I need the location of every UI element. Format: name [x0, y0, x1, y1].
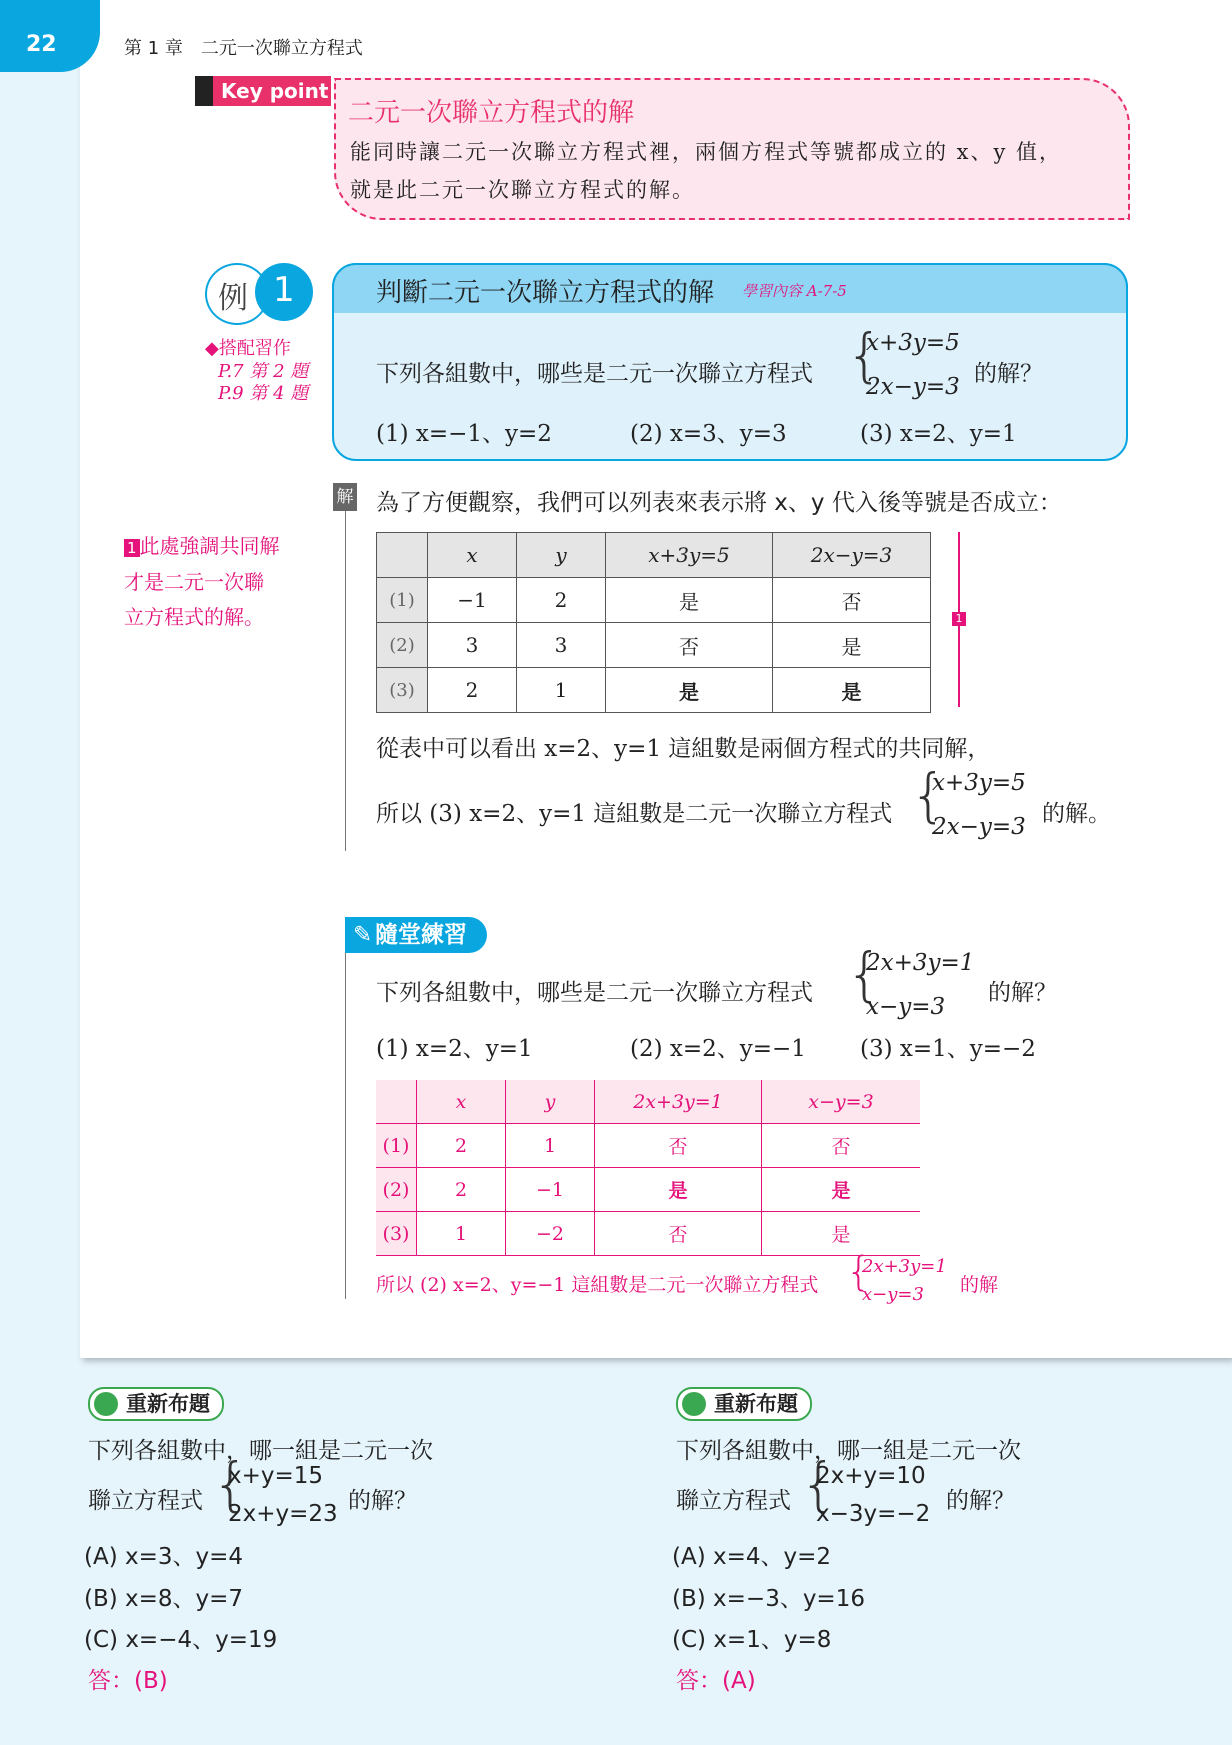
example-option-1: (1) x=−1、y=2	[376, 421, 552, 447]
workbook-ref-title: ◆搭配習作	[205, 338, 291, 359]
table-row	[376, 1168, 920, 1212]
practice-option-1: (1) x=2、y=1	[376, 1036, 533, 1062]
example-subtitle: 學習內容 A-7-5	[742, 282, 847, 300]
practice-answer-eq1: 2x+3y=1	[862, 1256, 947, 1277]
rebuild-right-line2-end: 的解？	[946, 1488, 1015, 1514]
table-cell: 否	[595, 1212, 762, 1256]
note-line3: 立方程式的解。	[124, 605, 264, 629]
table-header-cell: y	[517, 533, 606, 578]
table-cell: (1)	[376, 1124, 417, 1168]
rebuild-left-line1: 下列各組數中，哪一組是二元一次	[88, 1438, 433, 1464]
table-row	[377, 668, 931, 713]
green-dot-icon	[94, 1392, 118, 1416]
table-header-row	[377, 533, 931, 578]
rebuild-right-eq2: x−3y=−2	[816, 1501, 931, 1527]
solution-table	[376, 532, 931, 713]
practice-option-3: (3) x=1、y=−2	[860, 1036, 1036, 1062]
table-cell: 是	[773, 668, 931, 713]
table-cell: 3	[428, 623, 517, 668]
solution-conclusion-2: 所以 (3) x=2、y=1 這組數是二元一次聯立方程式	[376, 801, 893, 827]
rebuild-right-answer: 答：(A)	[676, 1668, 756, 1694]
rebuild-left-line2-end: 的解？	[348, 1488, 417, 1514]
table-cell: 是	[606, 668, 773, 713]
rebuild-left-line2: 聯立方程式	[88, 1488, 203, 1514]
key-point-tag: Key point	[195, 76, 331, 106]
note-line1: 1 此處強調共同解	[124, 530, 280, 559]
table-cell: −2	[506, 1212, 595, 1256]
table-cell: (1)	[377, 578, 428, 623]
table-cell: 是	[773, 623, 931, 668]
example-number: 1	[273, 270, 295, 310]
table-row	[376, 1212, 920, 1256]
practice-option-2: (2) x=2、y=−1	[630, 1036, 806, 1062]
rebuild-left-answer: 答：(B)	[88, 1668, 168, 1694]
solution-conclusion-1: 從表中可以看出 x=2、y=1 這組數是兩個方程式的共同解，	[376, 736, 991, 762]
table-cell: (2)	[377, 623, 428, 668]
table-cell: −1	[428, 578, 517, 623]
table-header-cell: x−y=3	[762, 1080, 921, 1124]
table-cell: 是	[606, 578, 773, 623]
table-cell: (3)	[376, 1212, 417, 1256]
practice-answer-brace: {	[846, 1249, 872, 1295]
table-cell: 是	[762, 1168, 921, 1212]
table-row	[376, 1124, 920, 1168]
table-row	[377, 578, 931, 623]
practice-eq1: 2x+3y=1	[866, 950, 975, 976]
note-line2: 才是二元一次聯	[124, 570, 264, 594]
example-option-3: (3) x=2、y=1	[860, 421, 1017, 447]
rebuild-left-brace: {	[212, 1450, 249, 1518]
rebuild-right-eq1: 2x+y=10	[816, 1463, 926, 1489]
example-brace: {	[846, 321, 883, 389]
rebuild-right-line2: 聯立方程式	[676, 1488, 791, 1514]
table-cell: 2	[417, 1168, 506, 1212]
table-header-cell	[376, 1080, 417, 1124]
rebuild-tag-right: 重新布題	[676, 1387, 812, 1421]
rebuild-left-option-a: (A) x=3、y=4	[84, 1544, 244, 1570]
key-point-line1: 能同時讓二元一次聯立方程式裡，兩個方程式等號都成立的 x、y 值，	[350, 140, 1063, 164]
table-cell: −1	[506, 1168, 595, 1212]
table-cell: (3)	[377, 668, 428, 713]
solution-vertical-line	[345, 511, 346, 851]
workbook-ref-1: P.7 第 2 題	[218, 361, 309, 382]
pencil-icon: ✎	[353, 922, 373, 948]
rebuild-tag-left: 重新布題	[88, 1387, 224, 1421]
table-cell: 否	[773, 578, 931, 623]
practice-eq2: x−y=3	[866, 994, 946, 1020]
table-header-cell: x+3y=5	[606, 533, 773, 578]
table-cell: 否	[595, 1124, 762, 1168]
table-cell: 是	[762, 1212, 921, 1256]
table-header-cell	[377, 533, 428, 578]
example-eq2: 2x−y=3	[866, 374, 960, 400]
conclusion-eq2: 2x−y=3	[932, 814, 1026, 840]
practice-vertical-line	[345, 953, 346, 1299]
table-row	[377, 623, 931, 668]
table-cell: 2	[517, 578, 606, 623]
table-cell: 1	[417, 1212, 506, 1256]
table-cell: 3	[517, 623, 606, 668]
green-dot-icon	[682, 1392, 706, 1416]
page-number: 22	[26, 32, 57, 57]
example-label-li: 例	[218, 281, 248, 316]
practice-question-end: 的解？	[988, 980, 1057, 1006]
rebuild-left-eq2: 2x+y=23	[228, 1501, 338, 1527]
rebuild-left-eq1: x+y=15	[228, 1463, 324, 1489]
table-header-cell: x	[428, 533, 517, 578]
table-cell: 否	[762, 1124, 921, 1168]
table-cell: 2	[428, 668, 517, 713]
rebuild-right-option-b: (B) x=−3、y=16	[672, 1586, 865, 1612]
table-header-cell: x	[417, 1080, 506, 1124]
practice-table	[376, 1080, 920, 1256]
workbook-ref-2: P.9 第 4 題	[218, 383, 309, 404]
conclusion-brace: {	[910, 761, 947, 829]
table-cell: 2	[417, 1124, 506, 1168]
rebuild-left-option-c: (C) x=−4、y=19	[84, 1627, 278, 1653]
key-point-title: 二元一次聯立方程式的解	[348, 98, 635, 128]
note-marker: 1	[952, 612, 966, 626]
practice-answer-eq2: x−y=3	[862, 1284, 924, 1305]
key-point-line2: 就是此二元一次聯立方程式的解。	[350, 178, 695, 202]
example-title: 判斷二元一次聯立方程式的解	[376, 278, 715, 308]
solution-intro: 為了方便觀察，我們可以列表來表示將 x、y 代入後等號是否成立：	[376, 490, 1062, 516]
practice-answer: 所以 (2) x=2、y=−1 這組數是二元一次聯立方程式	[376, 1274, 819, 1296]
solution-tag: 解	[333, 483, 357, 511]
rebuild-right-brace: {	[800, 1450, 837, 1518]
conclusion-end: 的解。	[1042, 801, 1111, 827]
practice-question: 下列各組數中，哪些是二元一次聯立方程式	[376, 980, 813, 1006]
chapter-header: 第 1 章 二元一次聯立方程式	[124, 38, 363, 59]
rebuild-right-option-a: (A) x=4、y=2	[672, 1544, 832, 1570]
table-header-row	[376, 1080, 920, 1124]
table-header-cell: 2x−y=3	[773, 533, 931, 578]
example-question: 下列各組數中，哪些是二元一次聯立方程式	[376, 361, 813, 387]
practice-tag: ✎ 隨堂練習	[345, 917, 487, 953]
rebuild-left-option-b: (B) x=8、y=7	[84, 1586, 244, 1612]
table-header-cell: y	[506, 1080, 595, 1124]
table-cell: 是	[595, 1168, 762, 1212]
practice-answer-end: 的解	[960, 1274, 999, 1296]
table-cell: 1	[506, 1124, 595, 1168]
rebuild-right-line1: 下列各組數中，哪一組是二元一次	[676, 1438, 1021, 1464]
table-cell: (2)	[376, 1168, 417, 1212]
rebuild-right-option-c: (C) x=1、y=8	[672, 1627, 832, 1653]
example-option-2: (2) x=3、y=3	[630, 421, 787, 447]
conclusion-eq1: x+3y=5	[932, 770, 1026, 796]
practice-brace: {	[846, 940, 883, 1008]
example-eq1: x+3y=5	[866, 330, 960, 356]
example-question-end: 的解？	[974, 361, 1043, 387]
table-header-cell: 2x+3y=1	[595, 1080, 762, 1124]
table-cell: 1	[517, 668, 606, 713]
table-cell: 否	[606, 623, 773, 668]
